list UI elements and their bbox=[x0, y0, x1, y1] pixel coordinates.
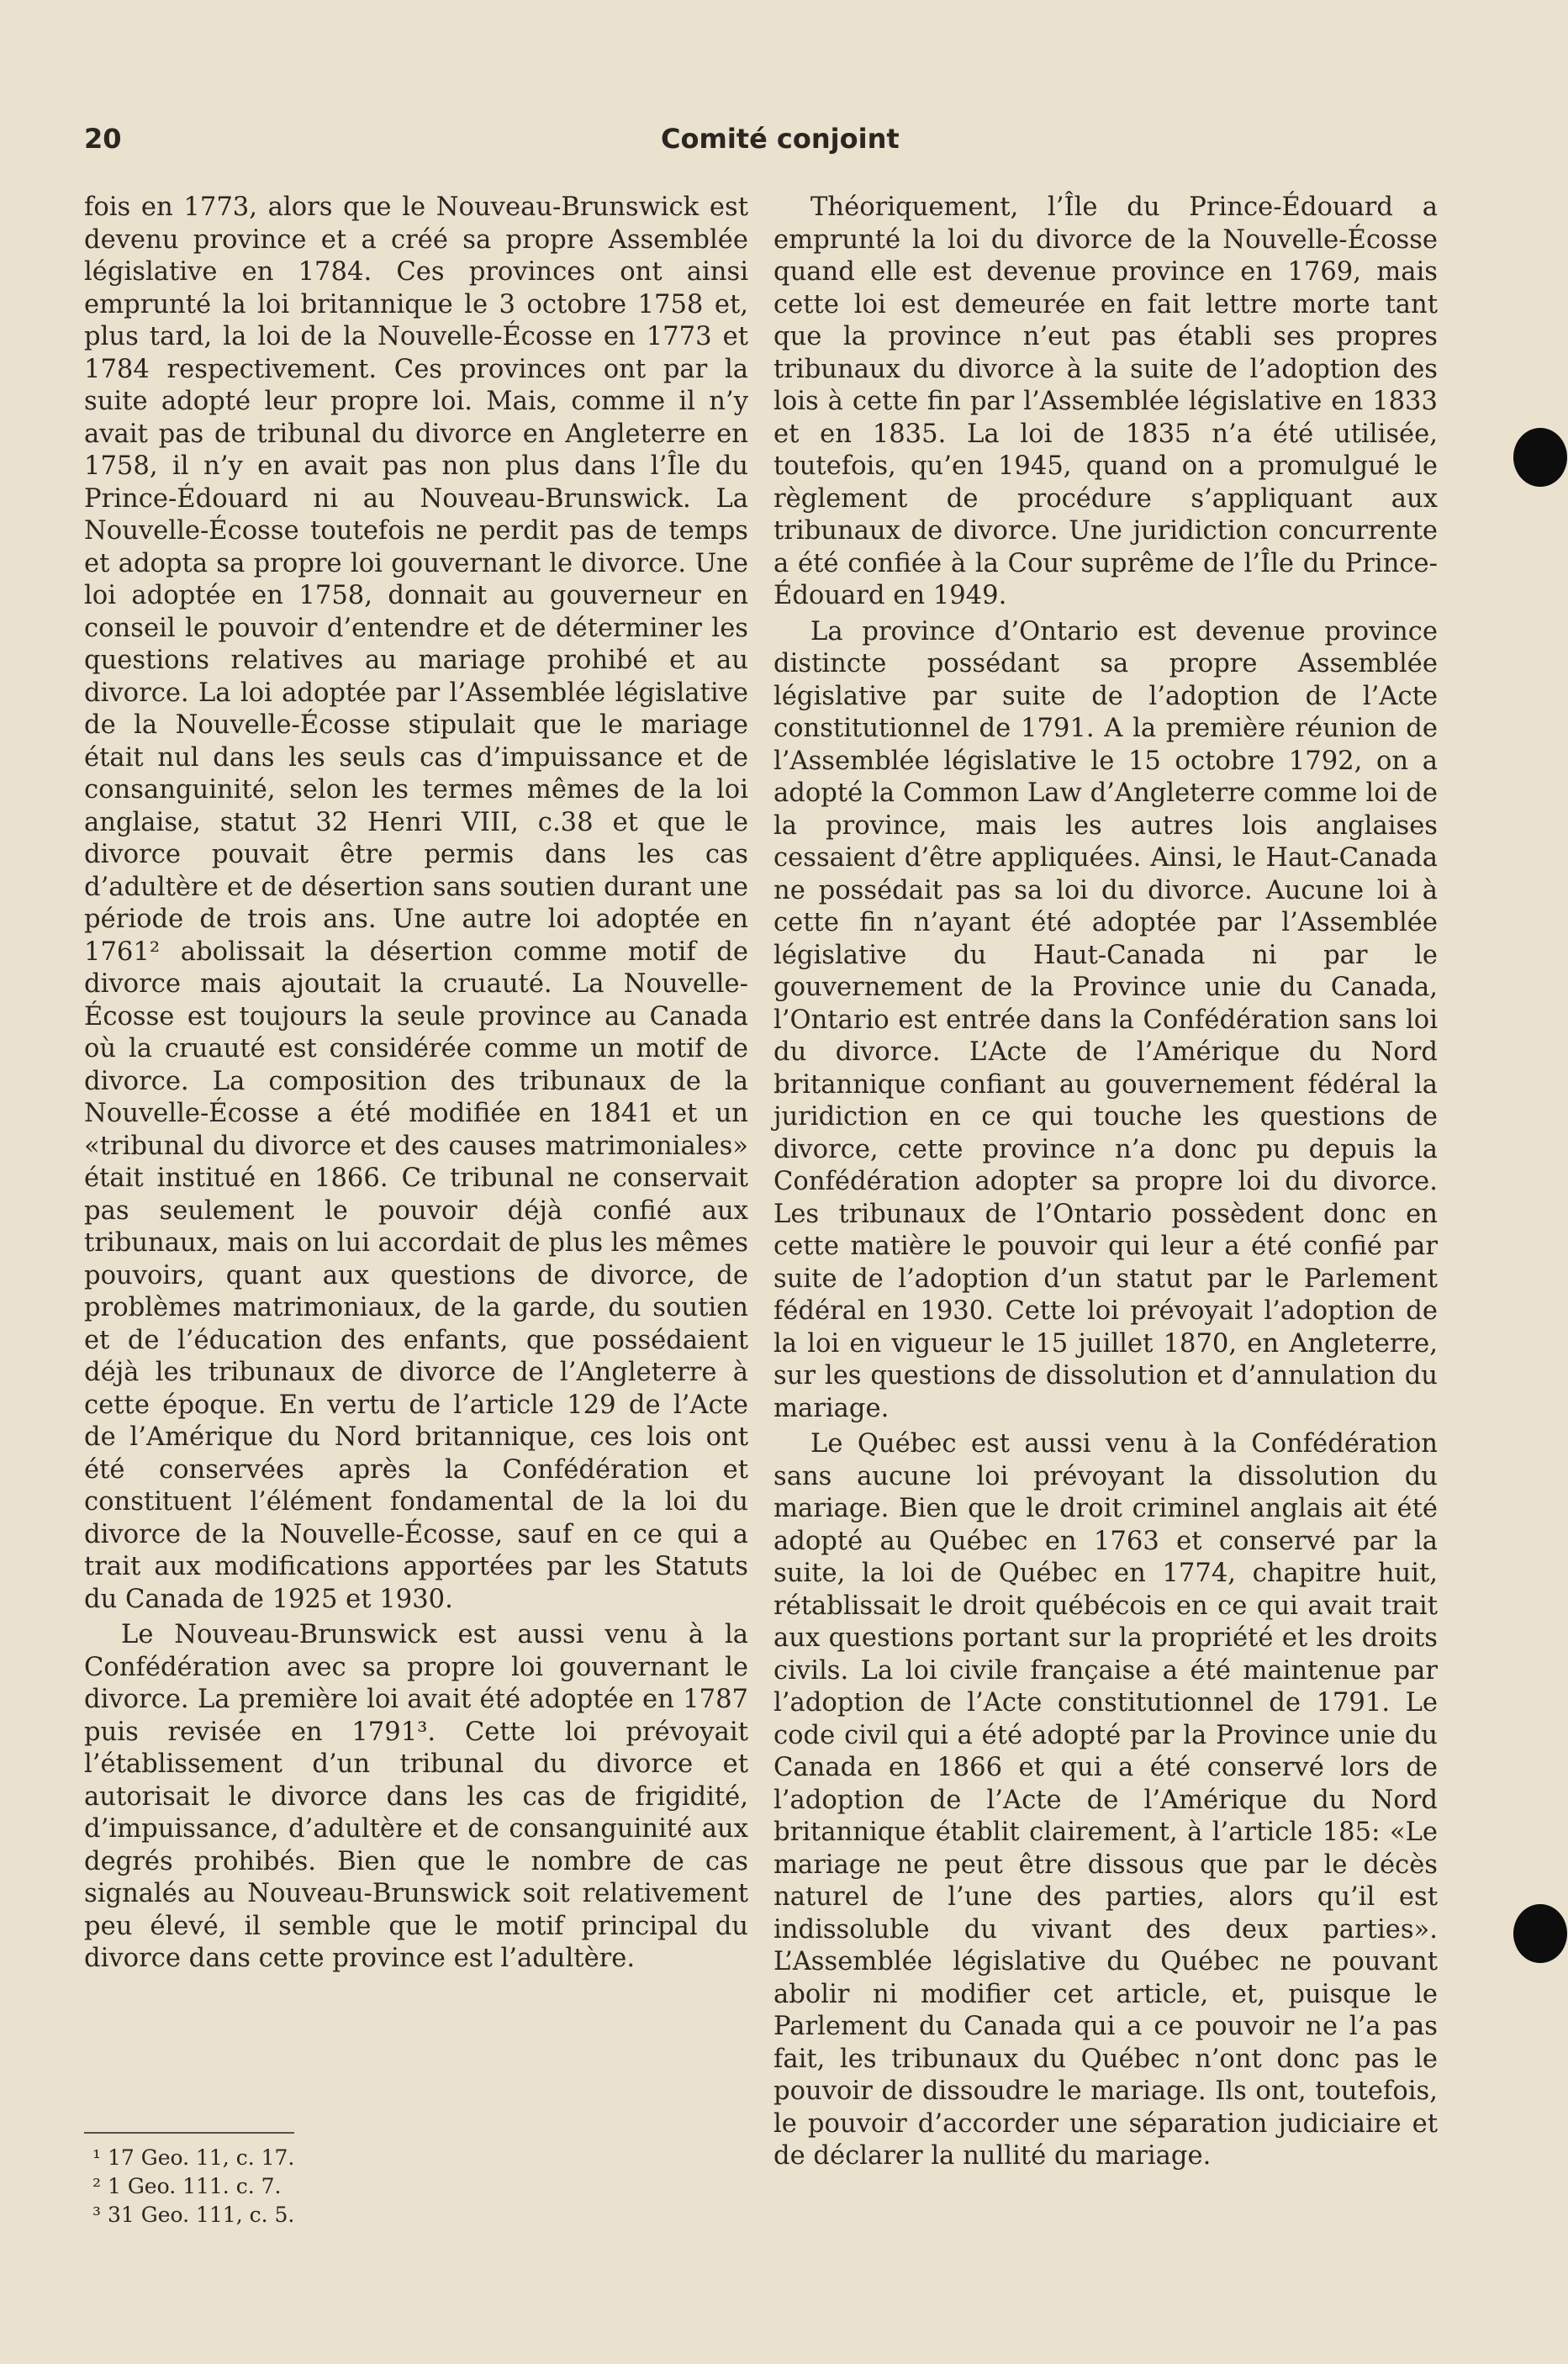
page-number: 20 bbox=[84, 123, 122, 155]
paragraph: La province d’Ontario est devenue province distincte possédant sa propre Assemblée législative par suite de l’adoption de l’Acte constitutionnel de 1791. A la première réunion de l’Assemblée législative le 15 octobre 1792, on a adopté la Common Law d’Angleterre comme loi de la province, mais les autres lois anglaises cessaient d’être appliquées. Ainsi, le Haut-Canada ne possédait pas sa loi du divorce. Aucune loi à cette fin n’ayant été adoptée par l’Assemblée législative du Haut-Canada ni par le gouvernement de la Province unie du Canada, l’Ontario est entrée dans la Confédération sans loi du divorce. L’Acte de l’Amérique du Nord britannique confiant au gouvernement fédéral la juridiction en ce qui touche les questions de divorce, cette province n’a donc pu depuis la Confédération adopter sa propre loi du divorce. Les tribunaux de l’Ontario possèdent donc en cette matière le pouvoir qui leur a été confié par suite de l’adoption d’un statut par le Parlement fédéral en 1930. Cette loi prévoyait l’adoption de la loi en vigueur le 15 juillet 1870, en Angleterre, sur les questions de dissolution et d’annulation du mariage. bbox=[773, 616, 1438, 1423]
footnotes bbox=[92, 2144, 597, 2229]
left-column bbox=[84, 192, 748, 1976]
paragraph: Théoriquement, l’Île du Prince-Édouard a emprunté la loi du divorce de la Nouvelle-Écosse quand elle est devenue province en 1769, mais cette loi est demeurée en fait lettre morte tant que la province n’eut pas établi ses propres tribunaux du divorce à la suite de l’adoption des lois à cette fin par l’Assemblée législative en 1833 et en 1835. La loi de 1835 n’a été utilisée, toutefois, qu’en 1945, quand on a promulgué le règlement de procédure s’appliquant aux tribunaux de divorce. Une juridiction concurrente a été confiée à la Cour suprême de l’Île du Prince-Édouard en 1949. bbox=[773, 193, 1438, 610]
paragraph: fois en 1773, alors que le Nouveau-Brunswick est devenu province et a créé sa propre Assemblée législative en 1784. Ces provinces ont ainsi emprunté la loi britannique le 3 octobre 1758 et, plus tard, la loi de la Nouvelle-Écosse en 1773 et 1784 respectivement. Ces provinces ont par la suite adopté leur propre loi. Mais, comme il n’y avait pas de tribunal du divorce en Angleterre en 1758, il n’y en avait pas non plus dans l’Île du Prince-Édouard ni au Nouveau-Brunswick. La Nouvelle-Écosse toutefois ne perdit pas de temps et adopta sa propre loi gouvernant le divorce. Une loi adoptée en 1758, donnait au gouverneur en conseil le pouvoir d’entendre et de déterminer les questions relatives au mariage prohibé et au divorce. La loi adoptée par l’Assemblée législative de la Nouvelle-Écosse stipulait que le mariage était nul dans les seuls cas d’impuissance et de consanguinité, selon les termes mêmes de la loi anglaise, statut 32 Henri VIII, c.38 et que le divorce pouvait être permis dans les cas d’adultère et de désertion sans soutien durant une période de trois ans. Une autre loi adoptée en 1761² abolissait la désertion comme motif de divorce mais ajoutait la cruauté. La Nouvelle-Écosse est toujours la seule province au Canada où la cruauté est considérée comme un motif de divorce. La composition des tribunaux de la Nouvelle-Écosse a été modifiée en 1841 et un «tribunal du divorce et des causes matrimoniales» était institué en 1866. Ce tribunal ne conservait pas seulement le pouvoir déjà confié aux tribunaux, mais on lui accordait de plus les mêmes pouvoirs, quant aux questions de divorce, de problèmes matrimoniaux, de la garde, du soutien et de l’éducation des enfants, que possédaient déjà les tribunaux de divorce de l’Angleterre à cette époque. En vertu de l’article 129 de l’Acte de l’Amérique du Nord britannique, ces lois ont été conservées après la Confédération et constituent l’élément fondamental de la loi du divorce de la Nouvelle-Écosse, sauf en ce qui a trait aux modifications apportées par les Statuts du Canada de 1925 et 1930. bbox=[84, 193, 748, 1614]
page-header bbox=[84, 123, 1480, 165]
footnote-divider bbox=[84, 2132, 294, 2134]
right-column bbox=[773, 192, 1438, 2173]
punch-hole bbox=[1513, 428, 1567, 487]
footnote-1: ¹ 17 Geo. 11, c. 17. bbox=[92, 2145, 295, 2170]
paragraph: Le Nouveau-Brunswick est aussi venu à la Confédération avec sa propre loi gouvernant le divorce. La première loi avait été adoptée en 1787 puis revisée en 1791³. Cette loi prévoyait l’établissement d’un tribunal du divorce et autorisait le divorce dans les cas de frigidité, d’impuissance, d’adultère et de consanguinité aux degrés prohibés. Bien que le nombre de cas signalés au Nouveau-Brunswick soit relativement peu élevé, il semble que le motif principal du divorce dans cette province est l’adultère. bbox=[84, 1620, 748, 1973]
footnote-2: ² 1 Geo. 111. c. 7. bbox=[92, 2174, 282, 2198]
punch-hole bbox=[1513, 1904, 1567, 1963]
paragraph: Le Québec est aussi venu à la Confédération sans aucune loi prévoyant la dissolution du mariage. Bien que le droit criminel anglais ait été adopté au Québec en 1763 et conservé par la suite, la loi de Québec en 1774, chapitre huit, rétablissait le droit québécois en ce qui avait trait aux questions portant sur la propriété et les droits civils. La loi civile française a été maintenue par l’adoption de l’Acte constitutionnel de 1791. Le code civil qui a été adopté par la Province unie du Canada en 1866 et qui a été conservé lors de l’adoption de l’Acte de l’Amérique du Nord britannique établit clairement, à l’article 185: «Le mariage ne peut être dissous que par le décès naturel de l’une des parties, alors qu’il est indissoluble du vivant des deux parties». L’Assemblée législative du Québec ne pouvant abolir ni modifier cet article, et, puisque le Parlement du Canada qui a ce pouvoir ne l’a pas fait, les tribunaux du Québec n’ont donc pas le pouvoir de dissoudre le mariage. Ils ont, toutefois, le pouvoir d’accorder une séparation judiciaire et de déclarer la nullité du mariage. bbox=[773, 1429, 1438, 2171]
running-title: Comité conjoint bbox=[661, 123, 900, 155]
footnote-3: ³ 31 Geo. 111, c. 5. bbox=[92, 2203, 295, 2227]
